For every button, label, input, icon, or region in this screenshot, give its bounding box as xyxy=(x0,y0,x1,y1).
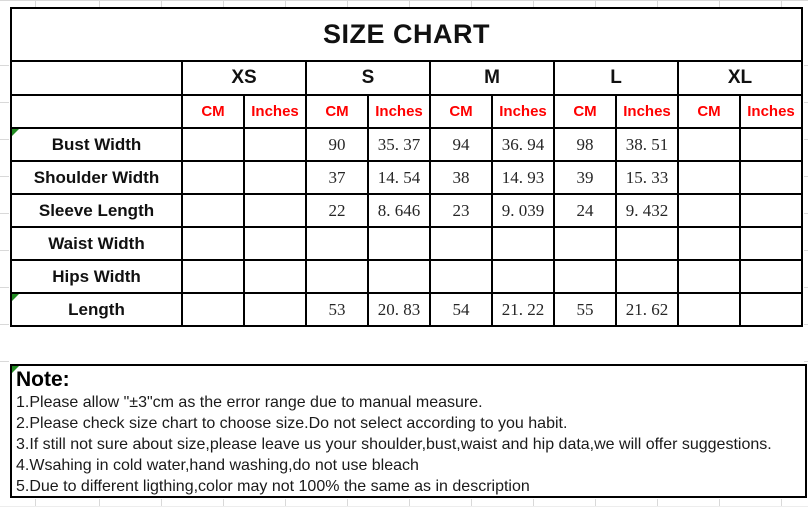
note-line: 4.Wsahing in cold water,hand washing,do not use bleach xyxy=(16,457,419,474)
table-row xyxy=(11,227,802,260)
unit-header-cell: CM xyxy=(306,95,368,128)
value-cell: 39 xyxy=(554,161,616,194)
value-cell xyxy=(368,227,430,260)
unit-header-row xyxy=(11,95,802,128)
row-label: Bust Width xyxy=(11,128,182,161)
unit-header-cell: Inches xyxy=(616,95,678,128)
note-line: 1.Please allow "±3"cm as the error range due to manual measure. xyxy=(16,394,483,411)
error-flag-icon xyxy=(12,294,19,301)
value-cell xyxy=(306,260,368,293)
unit-header-cell: Inches xyxy=(492,95,554,128)
value-cell xyxy=(678,161,740,194)
size-header-cell: M xyxy=(430,61,554,95)
value-cell xyxy=(244,161,306,194)
value-cell xyxy=(430,260,492,293)
size-chart-table xyxy=(10,7,803,327)
value-cell xyxy=(678,260,740,293)
spreadsheet-gridline-top xyxy=(0,0,808,7)
value-cell: 14. 93 xyxy=(492,161,554,194)
value-cell: 21. 62 xyxy=(616,293,678,326)
value-cell: 38 xyxy=(430,161,492,194)
value-cell xyxy=(244,128,306,161)
error-flag-icon xyxy=(12,129,19,136)
value-cell: 14. 54 xyxy=(368,161,430,194)
value-cell: 21. 22 xyxy=(492,293,554,326)
value-cell xyxy=(182,293,244,326)
value-cell xyxy=(616,227,678,260)
note-line: 3.If still not sure about size,please leave us your shoulder,bust,waist and hip data,we will offer suggestions. xyxy=(16,436,772,453)
unit-header-cell: Inches xyxy=(740,95,802,128)
value-cell: 98 xyxy=(554,128,616,161)
value-cell xyxy=(678,227,740,260)
size-header-cell: S xyxy=(306,61,430,95)
value-cell xyxy=(740,293,802,326)
value-cell: 94 xyxy=(430,128,492,161)
table-row xyxy=(11,260,802,293)
value-cell: 15. 33 xyxy=(616,161,678,194)
size-header-row xyxy=(11,61,802,95)
unit-header-cell: Inches xyxy=(368,95,430,128)
value-cell xyxy=(740,128,802,161)
value-cell xyxy=(740,194,802,227)
note-lines xyxy=(16,392,805,497)
row-label: Shoulder Width xyxy=(11,161,182,194)
row-label: Sleeve Length xyxy=(11,194,182,227)
value-cell xyxy=(306,227,368,260)
note-line: 5.Due to different ligthing,color may not 100% the same as in description xyxy=(16,478,530,495)
value-cell: 8. 646 xyxy=(368,194,430,227)
value-cell: 20. 83 xyxy=(368,293,430,326)
table-row xyxy=(11,161,802,194)
row-label: Waist Width xyxy=(11,227,182,260)
error-flag-icon xyxy=(12,366,19,373)
note-title: Note: xyxy=(16,368,70,391)
value-cell xyxy=(492,260,554,293)
value-cell xyxy=(244,227,306,260)
title-row xyxy=(11,8,802,61)
corner-cell xyxy=(11,61,182,95)
value-cell xyxy=(182,194,244,227)
corner-cell xyxy=(11,95,182,128)
page-title: SIZE CHART xyxy=(11,8,802,61)
value-cell: 23 xyxy=(430,194,492,227)
value-cell xyxy=(678,194,740,227)
note-line: 2.Please check size chart to choose size.Do not select according to you habit. xyxy=(16,415,568,432)
value-cell xyxy=(492,227,554,260)
unit-header-cell: CM xyxy=(182,95,244,128)
table-row xyxy=(11,194,802,227)
value-cell: 55 xyxy=(554,293,616,326)
value-cell: 9. 039 xyxy=(492,194,554,227)
value-cell xyxy=(368,260,430,293)
spreadsheet-gridline-bottom xyxy=(0,499,808,507)
size-header-cell: XS xyxy=(182,61,306,95)
value-cell: 90 xyxy=(306,128,368,161)
value-cell: 24 xyxy=(554,194,616,227)
value-cell: 53 xyxy=(306,293,368,326)
value-cell xyxy=(554,227,616,260)
value-cell: 35. 37 xyxy=(368,128,430,161)
unit-header-cell: CM xyxy=(430,95,492,128)
unit-header-cell: CM xyxy=(554,95,616,128)
size-table-body xyxy=(11,128,802,326)
value-cell xyxy=(554,260,616,293)
table-row xyxy=(11,128,802,161)
row-label: Length xyxy=(11,293,182,326)
value-cell xyxy=(244,194,306,227)
value-cell xyxy=(182,128,244,161)
value-cell: 36. 94 xyxy=(492,128,554,161)
value-cell xyxy=(182,227,244,260)
value-cell xyxy=(616,260,678,293)
value-cell xyxy=(678,293,740,326)
value-cell: 37 xyxy=(306,161,368,194)
value-cell xyxy=(740,227,802,260)
size-header-cell: L xyxy=(554,61,678,95)
spreadsheet-gridline-left xyxy=(0,65,9,365)
value-cell: 22 xyxy=(306,194,368,227)
row-label: Hips Width xyxy=(11,260,182,293)
value-cell: 9. 432 xyxy=(616,194,678,227)
spreadsheet-gridline-right xyxy=(804,65,808,365)
value-cell xyxy=(678,128,740,161)
unit-header-cell: Inches xyxy=(244,95,306,128)
value-cell xyxy=(740,260,802,293)
note-box xyxy=(10,364,807,498)
value-cell: 54 xyxy=(430,293,492,326)
value-cell xyxy=(244,260,306,293)
unit-header-cell: CM xyxy=(678,95,740,128)
value-cell xyxy=(430,227,492,260)
value-cell: 38. 51 xyxy=(616,128,678,161)
value-cell xyxy=(244,293,306,326)
value-cell xyxy=(740,161,802,194)
value-cell xyxy=(182,161,244,194)
table-row xyxy=(11,293,802,326)
size-header-cell: XL xyxy=(678,61,802,95)
value-cell xyxy=(182,260,244,293)
